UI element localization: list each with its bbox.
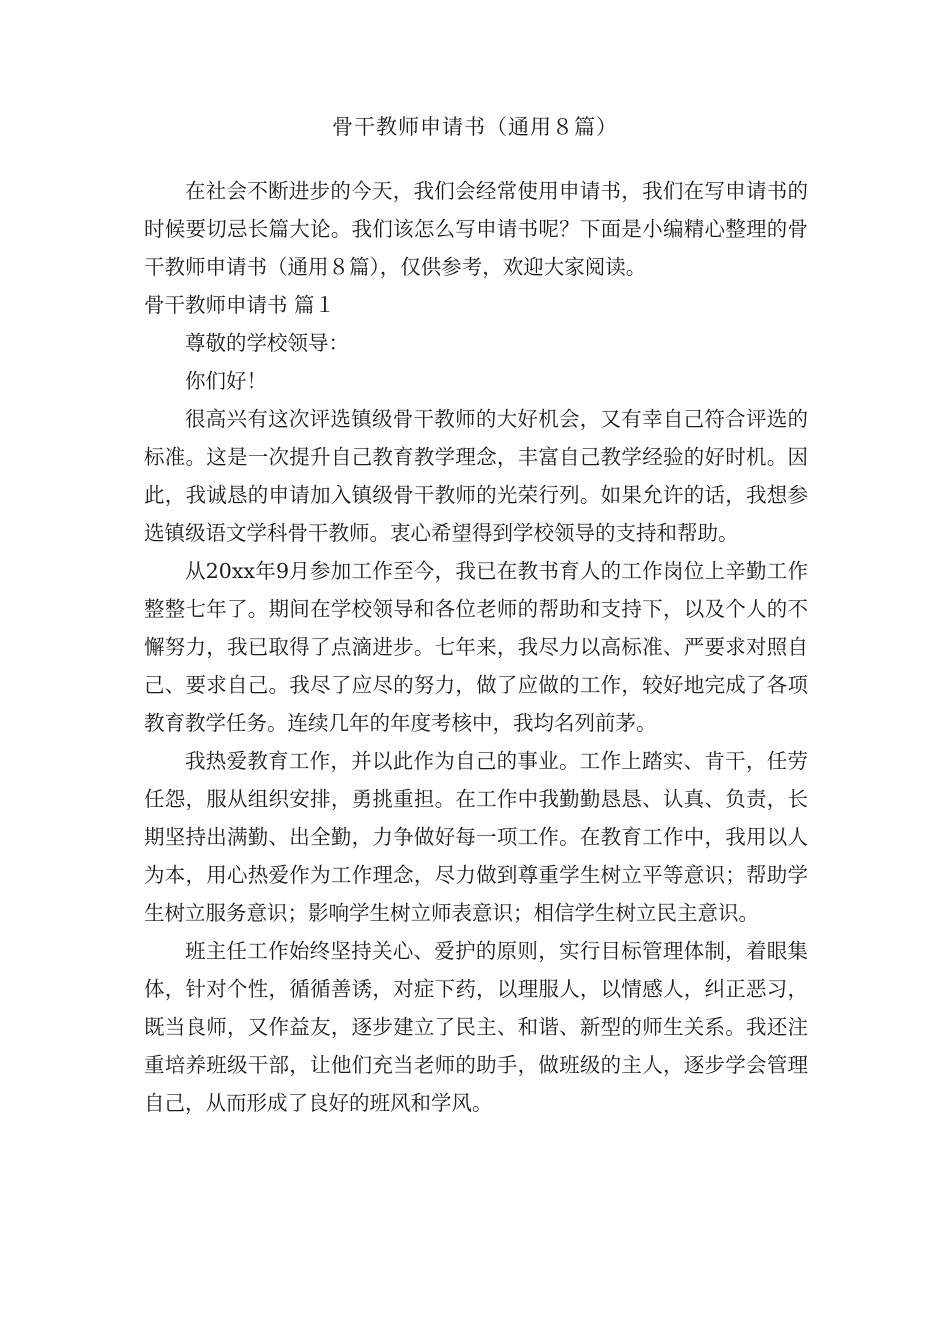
section-heading: 骨干教师申请书 篇１ xyxy=(144,293,336,317)
greeting: 你们好！ xyxy=(185,369,267,393)
intro-paragraph: 在社会不断进步的今天，我们会经常使用申请书，我们在写申请书的时候要切忌长篇大论。我们该怎么写申请书呢？下面是小编精心整理的骨干教师申请书（通用８篇），仅供参考，欢迎大家阅读。 xyxy=(144,179,808,279)
document-title: 骨干教师申请书（通用８篇） xyxy=(332,115,618,139)
body-paragraph: 班主任工作始终坚持关心、爱护的原则，实行目标管理体制，着眼集体，针对个性，循循善诱，对症下药，以理服人，以情感人，纠正恶习，既当良师，又作益友，逐步建立了民主、和谐、新型的师生关系。我还注重培养班级干部，让他们充当老师的助手，做班级的主人，逐步学会管理自己，从而形成了良好的班风和学风。 xyxy=(144,939,808,1115)
document-body xyxy=(144,172,808,1122)
body-paragraph: 我热爱教育工作，并以此作为自己的事业。工作上踏实、肯干，任劳任怨，服从组织安排，勇挑重担。在工作中我勤勤恳恳、认真、负责，长期坚持出满勤、出全勤，力争做好每一项工作。在教育工作中，我用以人为本，用心热爱作为工作理念，尽力做到尊重学生树立平等意识；帮助学生树立服务意识；影响学生树立师表意识；相信学生树立民主意识。 xyxy=(144,749,808,925)
body-paragraph: 从20xx年9月参加工作至今，我已在教书育人的工作岗位上辛勤工作整整七年了。期间在学校领导和各位老师的帮助和支持下，以及个人的不懈努力，我已取得了点滴进步。七年来，我尽力以高标准、严要求对照自己、要求自己。我尽了应尽的努力，做了应做的工作，较好地完成了各项教育教学任务。连续几年的年度考核中，我均名列前茅。 xyxy=(144,559,808,735)
salutation: 尊敬的学校领导： xyxy=(185,331,349,355)
body-paragraph: 很高兴有这次评选镇级骨干教师的大好机会，又有幸自己符合评选的标准。这是一次提升自己教育教学理念，丰富自己教学经验的好时机。因此，我诚恳的申请加入镇级骨干教师的光荣行列。如果允许的话，我想参选镇级语文学科骨干教师。衷心希望得到学校领导的支持和帮助。 xyxy=(144,407,808,545)
